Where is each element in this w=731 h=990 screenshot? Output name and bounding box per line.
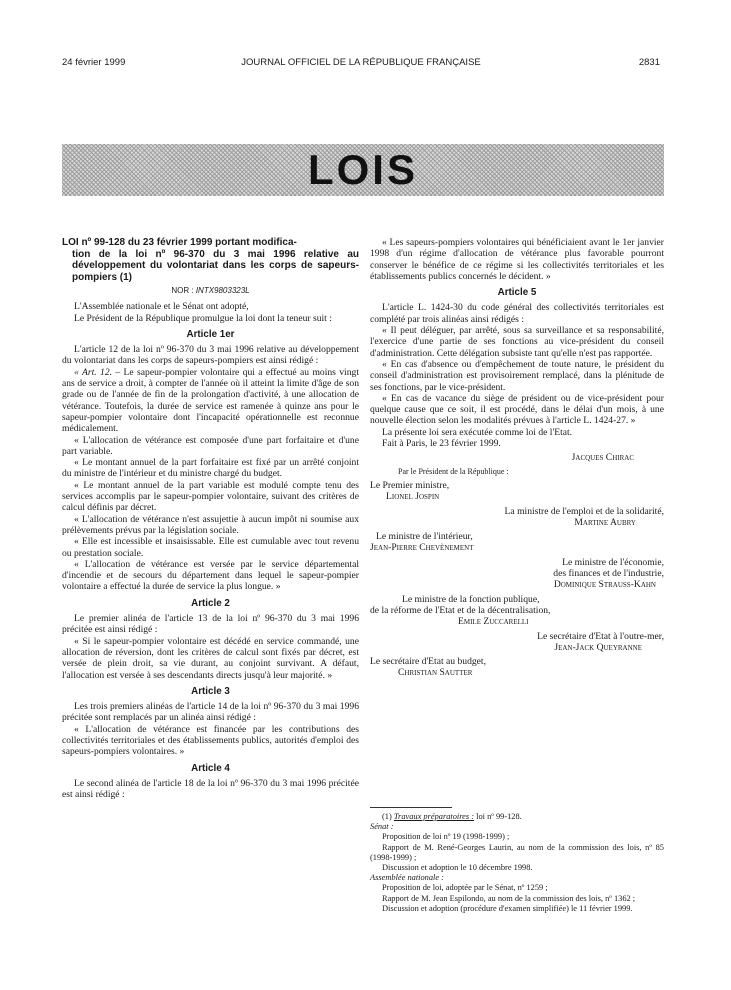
signature-interieur-name: Jean-Pierre Chevènement: [370, 542, 474, 554]
article-1-paragraph: « L'allocation de vétérance n'est assujettie à aucun impôt ni soumise aux prélèvements prévus par la législation sociale.: [62, 513, 359, 536]
article-1-paragraph: [62, 367, 359, 435]
article-4-paragraph: « Les sapeurs-pompiers volontaires qui bénéficiaient avant le 1er janvier 1998 d'un régime d'allocation de vétérance plus favorable pourront conserver le bénéfice de ce régime si les collectivités territoriales et les établissements publics concernés le décident. »: [370, 237, 664, 282]
signature-fonction-role-1: Le ministre de la fonction publique,: [402, 593, 540, 605]
article-4-heading: Article 4: [191, 762, 230, 774]
intro-paragraph-1: L'Assemblée nationale et le Sénat ont adopté,: [74, 301, 249, 313]
intro-paragraph-2: Le Président de la République promulgue la loi dont la teneur suit :: [74, 312, 332, 324]
article-2-paragraph: Le premier alinéa de l'article 13 de la loi nº 96-370 du 3 mai 1996 précitée est ainsi rédigé :: [62, 613, 359, 636]
footnote-senat-item: Rapport de M. René-Georges Laurin, au nom de la commission des lois, nº 85 (1998-1999) ;: [370, 842, 664, 862]
article-3-paragraph: « L'allocation de vétérance est financée par les contributions des collectivités territoriales et des établissements publics, autorités d'emploi des sapeurs-pompiers volontaires. »: [62, 723, 359, 758]
footnote-marker: (1): [382, 812, 392, 821]
footnote-label: Travaux préparatoires :: [393, 812, 475, 821]
footnote-senat-item: Proposition de loi nº 19 (1998-1999) ;: [382, 832, 510, 842]
law-title: [62, 237, 359, 283]
article-4-paragraph: Le second alinéa de l'article 18 de la loi nº 96-370 du 3 mai 1996 précitée est ainsi rédigé :: [62, 777, 359, 801]
signature-budget-role: Le secrétaire d'Etat au budget,: [370, 656, 486, 668]
banner-title: LOIS: [307, 146, 418, 193]
footnote-senat-item: Discussion et adoption le 10 décembre 1998.: [382, 863, 533, 873]
signature-fonction-role-2: de la réforme de l'Etat et de la décentralisation,: [370, 604, 551, 616]
footnote-senat-heading: Sénat :: [370, 822, 394, 832]
signature-interieur-role: Le ministre de l'intérieur,: [376, 531, 473, 543]
closing-paragraph: La présente loi sera exécutée comme loi de l'Etat.: [382, 426, 573, 438]
signature-budget-name: Christian Sautter: [398, 667, 473, 679]
closing-date: Fait à Paris, le 23 février 1999.: [382, 438, 501, 450]
article-2-paragraph: « Si le sapeur-pompier volontaire est décédé en service commandé, une allocation de réversion, dont les critères de calcul sont fixés par décret, est versée de plein droit, sa vie durant, au conjoint survivant. A défaut, l'allocation est versée à ses descendants directs jusqu'à leur majorité. »: [62, 635, 359, 681]
signature-par-le-president: Par le Président de la République :: [398, 466, 509, 476]
article-5-heading: Article 5: [497, 287, 537, 299]
signature-economie-role-1: Le ministre de l'économie,: [562, 556, 664, 568]
article-1-paragraph: « Elle est incessible et insaisissable. Elle est cumulable avec tout revenu ou prestation sociale.: [62, 536, 359, 559]
signature-outremer-name: Jean-Jack Queyranne: [554, 641, 642, 653]
nor-label: NOR :: [171, 286, 194, 295]
header-page-number: 2831: [638, 57, 660, 68]
article-1-paragraph: « L'allocation de vétérance est composée d'une part forfaitaire et d'une part variable.: [62, 434, 359, 457]
signature-pm-name: Lionel Jospin: [386, 491, 440, 503]
nor-code: INTX9803323L: [195, 286, 250, 295]
article-1-text: – Le sapeur-pompier volontaire qui a effectué au moins vingt ans de service a droit, à compter de l'année où il atteint la limite d'âge de son grade ou de l'année de fin de la prolongation d'activité, à une allocation de vétérance. Toutefois, la durée de service est ramenée à quinze ans pour le sapeur-pompier volontaire dont l'incapacité opérationnelle est reconnue médicalement.: [62, 366, 359, 435]
footnote-1: [370, 812, 664, 822]
signature-pm-role: Le Premier ministre,: [370, 479, 450, 491]
footnote-an-item: Discussion et adoption (procédure d'examen simplifiée) le 11 février 1999.: [382, 903, 633, 913]
article-2-heading: Article 2: [191, 597, 230, 609]
article-5-paragraph: « En cas de vacance du siège de président ou de vice-président pour quelque cause que ce soit, il est procédé, dans le délai d'un mois, à une nouvelle élection selon les modalités prévues à l'article L. 1424-27. »: [370, 392, 664, 427]
left-column: [62, 237, 359, 800]
article-5-paragraph: L'article L. 1424-30 du code général des collectivités territoriales est complété par trois alinéas ainsi rédigés :: [370, 302, 664, 325]
footnotes: [370, 807, 664, 914]
signature-economie-role-2: des finances et de l'industrie,: [553, 568, 664, 580]
signature-fonction-name: Emile Zuccarelli: [458, 616, 529, 628]
article-3-paragraph: Les trois premiers alinéas de l'article 14 de la loi nº 96-370 du 3 mai 1996 précitée sont remplacés par un alinéa ainsi rédigé :: [62, 701, 359, 724]
signature-president: Jacques Chirac: [571, 452, 634, 464]
article-1-heading: Article 1er: [186, 328, 235, 340]
article-3-heading: Article 3: [191, 685, 230, 697]
article-1-paragraph: « Le montant annuel de la part forfaitaire est fixé par un arrêté conjoint du ministre de l'intérieur et du ministre chargé du budget.: [62, 457, 359, 480]
article-5-paragraph: « En cas d'absence ou d'empêchement de toute nature, le président du conseil d'administration est provisoirement remplacé, dans la plénitude de ses fonctions, par le vice-président.: [370, 358, 664, 393]
footnote-an-item: Rapport de M. Jean Espilondo, au nom de la commission des lois, nº 1362 ;: [382, 893, 636, 903]
signature-emploi-name: Martine Aubry: [574, 516, 636, 528]
signatures-block: [370, 452, 664, 678]
right-column: [370, 237, 664, 679]
signature-outremer-role: Le secrétaire d'Etat à l'outre-mer,: [537, 630, 664, 642]
article-5-paragraph: « Il peut déléguer, par arrêté, sous sa surveillance et sa responsabilité, l'exercice d'une partie de ses fonctions au vice-président du conseil d'administration. Cette délégation subsiste tant qu'elle n'est pas rapportée.: [370, 325, 664, 359]
nor-reference: [62, 285, 359, 296]
section-banner: [62, 144, 664, 196]
article-1-paragraph: « L'allocation de vétérance est versée par le service départemental d'incendie et de secours du département dans lequel le sapeur-pompier volontaire a effectué la durée de service la plus longue. »: [62, 558, 359, 593]
footnote-text: loi nº 99-128.: [474, 812, 522, 821]
article-ref: « Art. 12.: [74, 366, 113, 378]
signature-emploi-role: La ministre de l'emploi et de la solidarité,: [504, 505, 664, 517]
footnote-an-heading: Assemblée nationale :: [370, 873, 444, 883]
article-1-paragraph: « Le montant annuel de la part variable est modulé compte tenu des services accomplis par le sapeur-pompier volontaire, suivant des critères de calcul définis par décret.: [62, 479, 359, 514]
law-title-rest: tion de la loi nº 96-370 du 3 mai 1996 relative au développement du volontariat dans les corps de sapeurs-pompiers (1): [72, 248, 359, 283]
footnote-rule: [370, 807, 452, 808]
header-date: 24 février 1999: [62, 57, 126, 68]
article-1-paragraph: L'article 12 de la loi nº 96-370 du 3 mai 1996 relative au développement du volontariat dans les corps de sapeurs-pompiers est ainsi rédigé :: [62, 344, 359, 367]
header-journal-title: JOURNAL OFFICIEL DE LA RÉPUBLIQUE FRANÇAISE: [241, 57, 481, 68]
signature-economie-name: Dominique Strauss-Kahn: [553, 579, 656, 591]
footnote-an-item: Proposition de loi, adoptée par le Sénat, nº 1259 ;: [382, 883, 548, 893]
page-header: [62, 57, 660, 71]
law-title-line1: LOI nº 99-128 du 23 février 1999 portant modifica-: [62, 237, 297, 248]
